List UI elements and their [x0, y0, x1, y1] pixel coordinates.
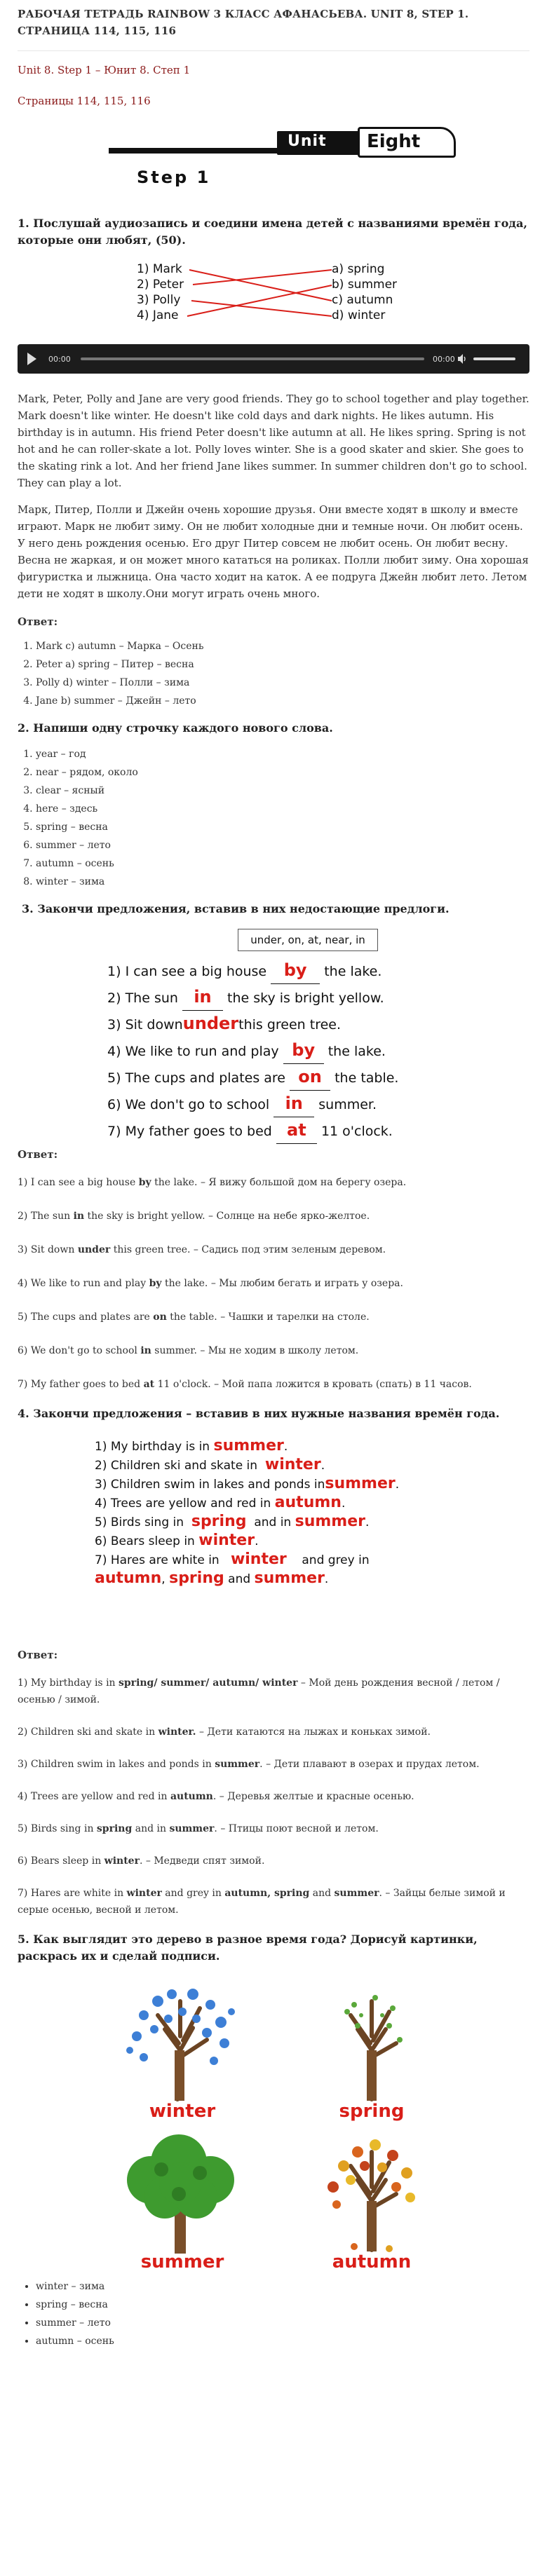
ex4-answers: [18, 1675, 529, 1919]
answer-line: 4) Trees are yellow and red in autumn. – Деревья желтые и красные осенью.: [18, 1791, 414, 1802]
tree-label-summer: summer: [140, 2251, 224, 2272]
list-item: 1. year – год: [36, 745, 529, 763]
tree-spring: [291, 1973, 452, 2122]
ex2-answers: [18, 745, 529, 891]
tree-label-spring: spring: [339, 2101, 405, 2122]
volume-slider[interactable]: [473, 357, 515, 360]
ex1-answer-label: Ответ:: [18, 615, 58, 628]
match-line-mark: [189, 270, 332, 301]
ex3-line: 4) We like to run and play by the lake.: [107, 1037, 444, 1063]
ex3-options-box: under, on, at, near, in: [238, 929, 378, 951]
ex4-line: 7) Hares are white in winter and grey in: [95, 1551, 370, 1568]
answer-line: 7) My father goes to bed at 11 o'clock. – Мой папа ложится в кровать (спать) в 11 часов.: [18, 1379, 472, 1390]
tree-label-autumn: autumn: [332, 2251, 412, 2272]
ex4-line: 4) Trees are yellow and red in autumn.: [95, 1494, 346, 1511]
tree-autumn: [291, 2124, 452, 2272]
answer-line: 3) Sit down under this green tree. – Садись под этим зеленым деревом.: [18, 1244, 386, 1255]
play-icon[interactable]: [27, 353, 36, 365]
ex3-answer-label: Ответ:: [18, 1148, 58, 1161]
name-item: 3) Polly: [137, 293, 181, 307]
list-item: 8. winter – зима: [36, 873, 529, 891]
ex3-heading: 3. Закончи предложения, вставив в них недостающие предлоги.: [22, 902, 450, 915]
match-line-jane: [187, 285, 332, 316]
list-item: • summer – лето: [36, 2314, 529, 2332]
answer-line: 1) My birthday is in spring/ summer/ autumn/ winter – Мой день рождения весной / летом / осенью / зимой.: [18, 1677, 500, 1705]
list-item: • winter – зима: [36, 2277, 529, 2296]
page-title: РАБОЧАЯ ТЕТРАДЬ RAINBOW 3 КЛАСС АФАНАСЬЕВА. UNIT 8, STEP 1. СТРАНИЦА 114, 115, 116: [18, 8, 469, 37]
subtitle-pages: Страницы 114, 115, 116: [18, 95, 151, 107]
audio-player: [18, 344, 529, 374]
answer-line: 6) Bears sleep in winter. – Медведи спят зимой.: [18, 1855, 265, 1867]
autumn-tree-image: [291, 2124, 452, 2257]
ex3-line: 5) The cups and plates are on the table.: [107, 1063, 444, 1090]
ex3-line: 6) We don't go to school in summer.: [107, 1090, 444, 1117]
list-item: 6. summer – лето: [36, 836, 529, 854]
ex4-answer-label: Ответ:: [18, 1649, 58, 1661]
title-divider: [18, 50, 529, 51]
audio-total-time: 00:00: [433, 355, 455, 364]
names-column: [137, 261, 184, 323]
list-item: • autumn – осень: [36, 2332, 529, 2350]
banner-unit-text: Unit: [288, 132, 327, 150]
ex4-line: 1) My birthday is in summer.: [95, 1437, 288, 1454]
ex4-line: 2) Children ski and skate in winter.: [95, 1456, 325, 1473]
season-item: a) spring: [332, 262, 385, 276]
ex3-worksheet: [18, 929, 529, 1146]
ex3-answers: [18, 1174, 529, 1393]
season-item: b) summer: [332, 278, 398, 292]
ex3-line: 3) Sit downunderthis green tree.: [107, 1014, 342, 1033]
volume-icon[interactable]: [458, 354, 466, 364]
tree-summer: [102, 2124, 263, 2272]
name-item: 2) Peter: [137, 278, 184, 292]
match-line-polly: [191, 301, 332, 316]
ex5-heading: 5. Как выглядит это дерево в разное время года? Дорисуй картинки, раскрась их и сделай подписи.: [18, 1933, 478, 1963]
list-item: 7. autumn – осень: [36, 854, 529, 873]
ex4-line: 6) Bears sleep in winter.: [95, 1532, 259, 1549]
match-line-peter: [193, 270, 332, 285]
list-item: 5. spring – весна: [36, 818, 529, 836]
ex1-matching: [137, 261, 431, 332]
winter-tree-image: [102, 1973, 263, 2106]
answer-line: 1) I can see a big house by the lake. – Я вижу большой дом на берегу озера.: [18, 1177, 407, 1188]
answer-line: 2) The sun in the sky is bright yellow. – Солнце на небе ярко-желтое.: [18, 1211, 370, 1222]
list-item: 1. Mark c) autumn – Марка – Осень: [36, 637, 529, 655]
season-item: c) autumn: [332, 293, 393, 307]
list-item: 4. here – здесь: [36, 800, 529, 818]
tree-label-winter: winter: [149, 2101, 216, 2122]
answer-line: 3) Children swim in lakes and ponds in summer. – Дети плавают в озерах и прудах летом.: [18, 1759, 480, 1770]
ex4-lines: [95, 1436, 431, 1588]
audio-current-time: 00:00: [48, 355, 71, 364]
ex1-text-en: Mark, Peter, Polly and Jane are very good friends. They go to school together and play together. Mark doesn't like winter. He doesn't like cold days and dark nights. He likes autumn. His birthday is in autumn. His friend Peter doesn't like autumn at all. He likes spring. Spring is not hot and he can roller-skate a lot. Polly loves winter. She is a good skater and skier. She goes to the skating rink a lot. And her friend Jane likes summer. In summer children don't go to school. They can play a lot.: [18, 393, 529, 489]
season-trees: [18, 1973, 529, 2275]
ex3-line: 7) My father goes to bed at 11 o'clock.: [107, 1117, 444, 1143]
answer-line: 5) Birds sing in spring and in summer. – Птицы поют весной и летом.: [18, 1823, 379, 1834]
ex2-heading: 2. Напиши одну строчку каждого нового слова.: [18, 721, 333, 735]
list-item: 3. clear – ясный: [36, 782, 529, 800]
ex4-line: 3) Children swim in lakes and ponds insummer.: [95, 1475, 400, 1492]
ex3-line: 1) I can see a big house by the lake.: [107, 957, 444, 983]
list-item: 3. Polly d) winter – Полли – зима: [36, 674, 529, 692]
unit-banner: [109, 124, 445, 191]
banner-step-text: Step 1: [137, 168, 211, 187]
ex1-answers: [18, 637, 529, 710]
list-item: • spring – весна: [36, 2296, 529, 2314]
answer-line: 2) Children ski and skate in winter. – Дети катаются на лыжах и коньках зимой.: [18, 1726, 431, 1738]
name-item: 4) Jane: [137, 308, 179, 322]
ex5-answers: [18, 2277, 529, 2350]
ex3-lines: [107, 957, 444, 1143]
season-item: d) winter: [332, 308, 386, 322]
name-item: 1) Mark: [137, 262, 182, 276]
answer-line: 6) We don't go to school in summer. – Мы не ходим в школу летом.: [18, 1345, 359, 1356]
spring-tree-image: [291, 1973, 452, 2106]
seasons-column: [332, 261, 397, 323]
answer-line: 5) The cups and plates are on the table. – Чашки и тарелки на столе.: [18, 1311, 370, 1323]
audio-progress-bar[interactable]: [81, 357, 424, 360]
list-item: 2. Peter a) spring – Питер – весна: [36, 655, 529, 674]
list-item: 4. Jane b) summer – Джейн – лето: [36, 692, 529, 710]
list-item: 2. near – рядом, около: [36, 763, 529, 782]
banner-eight-text: Eight: [367, 131, 421, 152]
summer-tree-image: [102, 2124, 263, 2257]
answer-line: 7) Hares are white in winter and grey in autumn, spring and summer. – Зайцы белые зимой и серые осенью, весной и летом.: [18, 1888, 506, 1916]
ex4-line: 5) Birds sing in spring and in summer.: [95, 1513, 370, 1530]
ex4-worksheet: [18, 1432, 529, 1647]
ex1-text-ru: Марк, Питер, Полли и Джейн очень хорошие друзья. Они вместе ходят в школу и вместе играют. Марк не любит зиму. Он не любит холодные дни и темные ночи. Он любит осень. У него день рождения осенью. Его друг Питер совсем не любит осень. Он любит весну. Весна не жаркая, и он может много кататься на роликах. Полли любит зиму. Она хорошая фигуристка и лыжница. Она часто ходит на каток. А ее подруга Джейн любит лето. Летом дети не ходят в школу.Они могут играть очень много.: [18, 503, 529, 600]
tree-winter: [102, 1973, 263, 2122]
answer-line: 4) We like to run and play by the lake. – Мы любим бегать и играть у озера.: [18, 1278, 403, 1289]
subtitle-unit: Unit 8. Step 1 – Юнит 8. Степ 1: [18, 64, 191, 76]
ex1-heading: 1. Послушай аудиозапись и соедини имена детей с названиями времён года, которые они любят, (50).: [18, 217, 527, 247]
ex4-heading: 4. Закончи предложения – вставив в них нужные названия времён года.: [18, 1407, 500, 1420]
ex3-line: 2) The sun in the sky is bright yellow.: [107, 983, 444, 1010]
ex4-line: autumn, spring and summer.: [95, 1569, 329, 1587]
